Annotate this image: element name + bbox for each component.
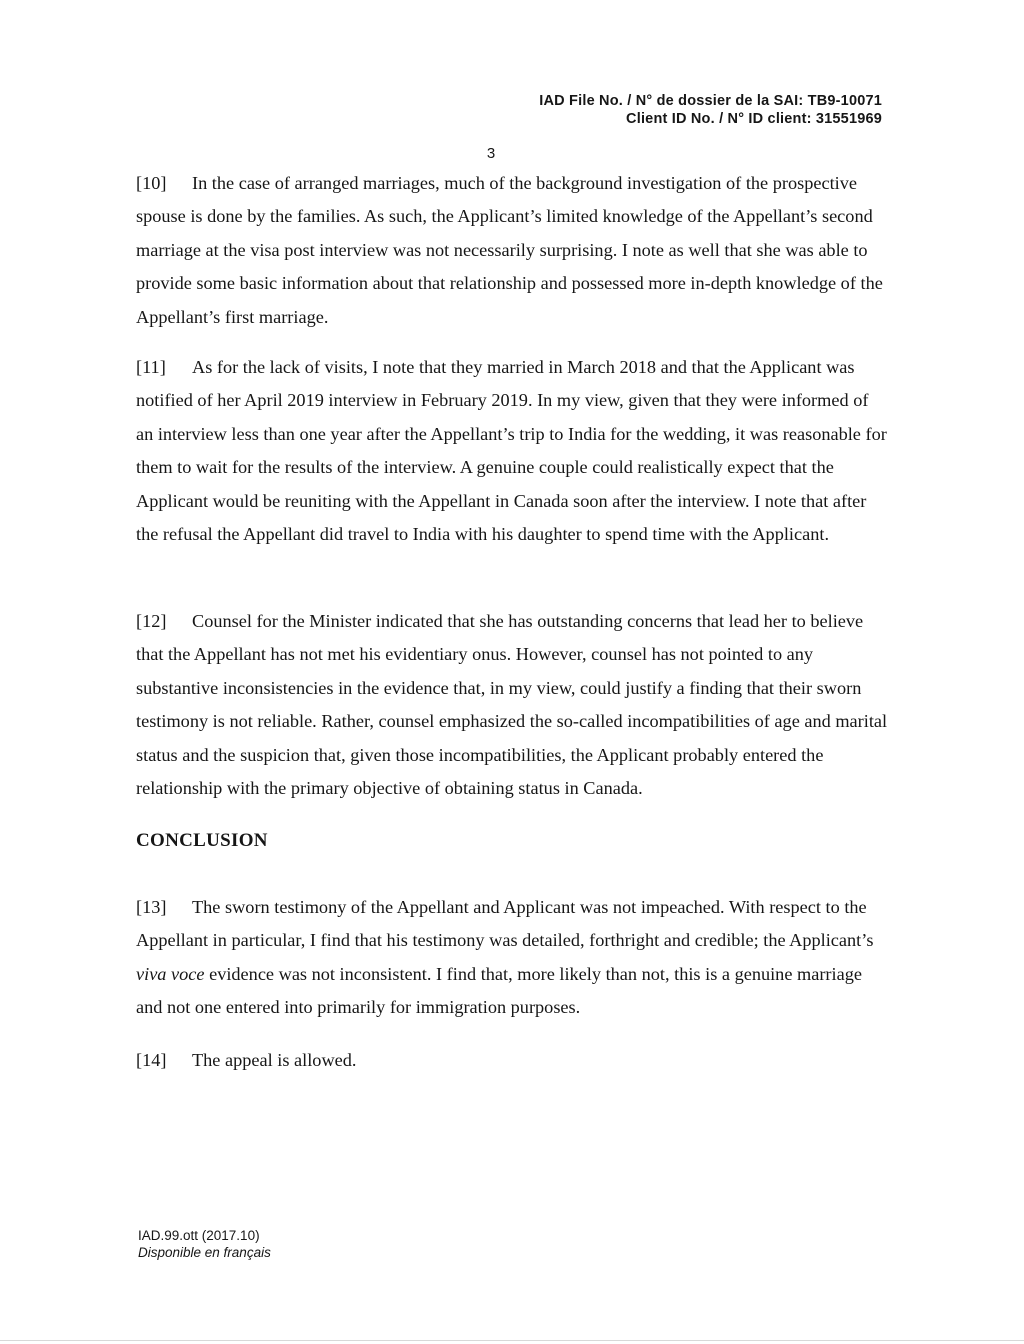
document-footer	[138, 1227, 271, 1261]
file-number: IAD File No. / N° de dossier de la SAI: TB9-10071	[539, 93, 882, 109]
client-id: Client ID No. / N° ID client: 31551969	[626, 111, 882, 127]
page-number: 3	[486, 145, 496, 162]
paragraph-text-part-a: The sworn testimony of the Appellant and Applicant was not impeached. With respect to the Appellant in particular, I find that his testimony was detailed, forthright and credible; the Applicant’s	[136, 897, 874, 951]
scan-edge-divider	[0, 1340, 1024, 1341]
paragraph-number: [14]	[136, 1050, 167, 1070]
paragraph-text: Counsel for the Minister indicated that she has outstanding concerns that lead her to believe that the Appellant has not met his evidentiary onus. However, counsel has not pointed to any substantive inconsistencies in the evidence that, in my view, could justify a finding that their sworn testimony is not reliable. Rather, counsel emphasized the so-called incompatibilities of age and marital status and the suspicion that, given those incompatibilities, the Applicant probably entered the relationship with the primary objective of obtaining status in Canada.	[136, 611, 888, 799]
form-code: IAD.99.ott (2017.10)	[138, 1228, 260, 1243]
paragraph-14	[136, 1044, 888, 1077]
paragraph-text: As for the lack of visits, I note that they married in March 2018 and that the Applicant was notified of her April 2019 interview in February 2019. In my view, given that they were informed of an interview less than one year after the Appellant’s trip to India for the wedding, it was reasonable for them to wait for the results of the interview. A genuine couple could realistically expect that the Applicant would be reuniting with the Appellant in Canada soon after the interview. I note that after the refusal the Appellant did travel to India with his daughter to spend time with the Applicant.	[136, 357, 887, 545]
paragraph-11	[136, 351, 888, 551]
document-header	[539, 92, 882, 128]
paragraph-12	[136, 605, 888, 805]
paragraph-number: [10]	[136, 173, 167, 193]
paragraph-text: The appeal is allowed.	[192, 1050, 357, 1070]
paragraph-number: [12]	[136, 611, 167, 631]
french-availability-note: Disponible en français	[138, 1245, 271, 1260]
paragraph-number: [11]	[136, 357, 166, 377]
paragraph-13	[136, 891, 888, 1025]
paragraph-text-part-b: evidence was not inconsistent. I find that, more likely than not, this is a genuine marriage and not one entered into primarily for immigration purposes.	[136, 963, 862, 1018]
paragraph-number: [13]	[136, 897, 167, 917]
conclusion-heading: CONCLUSION	[136, 830, 268, 851]
paragraph-10	[136, 167, 888, 334]
italic-term: viva voce	[136, 963, 205, 984]
paragraph-text: In the case of arranged marriages, much of the background investigation of the prospective spouse is done by the families. As such, the Applicant’s limited knowledge of the Appellant’s second marriage at the visa post interview was not necessarily surprising. I note as well that she was able to provide some basic information about that relationship and possessed more in-depth knowledge of the Appellant’s first marriage.	[136, 173, 883, 327]
